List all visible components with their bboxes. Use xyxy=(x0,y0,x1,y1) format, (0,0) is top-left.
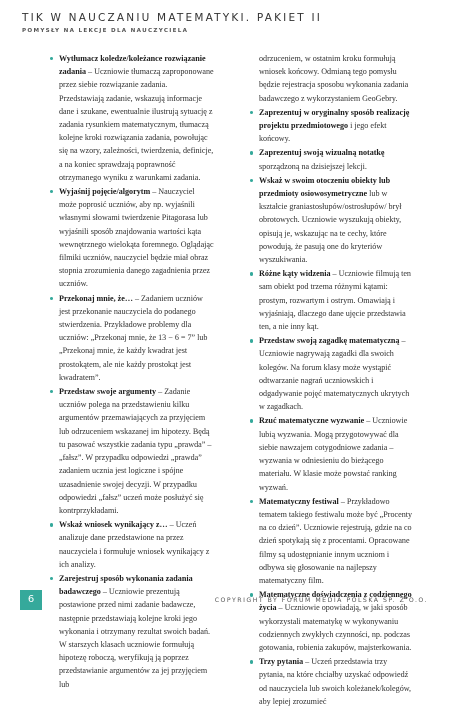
header-subtitle: POMYSŁY NA LEKCJE DLA NAUCZYCIELA xyxy=(22,28,189,34)
list-item xyxy=(50,292,214,384)
item-text: – Uczniowie opowiadają, w jaki sposób wykorzystali matematykę w wykonywaniu codziennych zwykłych czynności, np. podczas gotowania, robienia zakupów, majsterkowania. xyxy=(259,603,412,652)
item-text: – Uczeń analizuje dane przedstawione na przez nauczyciela i formułuje wniosek wynikający z ich analizy. xyxy=(59,520,210,569)
list-item xyxy=(50,518,214,571)
item-text: – Uczniowie lubią wyzwania. Mogą przygotowywać dla siebie nawzajem cotygodniowe zadania – wyzwania w odniesieniu do bieżącego materiału. W klasie może powstać ranking wyzwań. xyxy=(259,416,408,492)
bullet-icon xyxy=(250,179,253,182)
bullet-icon xyxy=(250,339,253,342)
left-list xyxy=(50,52,214,691)
item-heading: Trzy pytania xyxy=(259,657,304,667)
item-heading: Wskaż w swoim otoczeniu obiekty lub przedmioty osiowosymetryczne xyxy=(259,175,391,199)
page-header xyxy=(22,12,432,34)
item-text: – Zadaniem uczniów jest przekonanie nauczyciela do podanego stwierdzenia. Przykładowe problemy dla uczniów: „Przekonaj mnie, że 13 − 6 = 7” lub „Przekonaj mnie, że każdy kwadrat jest prostokątem, ale nie każdy prostokąt jest kwadratem”. xyxy=(59,293,208,382)
bullet-icon xyxy=(250,111,253,114)
item-text: – Uczniowie filmują ten sam obiekt pod trzema różnymi kątami: prostym, rozwartym i ostrym. Omawiają i wyjaśniają, dlaczego dane ujęcie przedstawia ten, a nie inny kąt. xyxy=(259,269,411,332)
item-text: sporządzoną na dzisiejszej lekcji. xyxy=(259,161,367,171)
item-text: – Uczniowie prezentują postawione przed nimi zadanie badawcze, następnie przedstawiają kolejne kroki jego wykonania i otrzymany rezultat swoich badań. W starszych klasach uczniowie formułują hipotezę roboczą, weryfikują ją poprzez przedstawianie argumentów za jej przyjęciem lub xyxy=(59,587,211,689)
bullet-icon xyxy=(50,523,53,526)
list-item xyxy=(250,52,414,105)
list-item xyxy=(250,174,414,266)
item-heading: Zarejestruj sposób wykonania zadania badawczego xyxy=(59,573,193,597)
item-heading: Zaprezentuj w oryginalny sposób realizację projektu przedmiotowego xyxy=(259,107,410,131)
item-heading: Rzuć matematyczne wyzwanie xyxy=(259,416,365,426)
list-item xyxy=(50,572,214,691)
list-item xyxy=(250,414,414,493)
bullet-icon xyxy=(250,151,253,154)
right-column xyxy=(250,52,414,709)
right-list xyxy=(250,52,414,708)
item-text: odrzuceniem, w ostatnim kroku formułują wniosek końcowy. Odmianą tego pomysłu będzie rejestracja sposobu wykonania zadania badawczego z wykorzystaniem GeoGebry. xyxy=(259,54,409,103)
bullet-icon xyxy=(250,593,253,596)
item-text: – Uczniowie nagrywają zagadki dla swoich kolegów. Na forum klasy może wystąpić odtwarzanie nagrań uczniowskich i odgadywanie pojęć matematycznych ukrytych w zagadkach. xyxy=(259,336,410,412)
item-heading: Wskaż wniosek wynikający z… xyxy=(59,520,168,530)
bullet-icon xyxy=(50,57,53,60)
item-text: lub w kształcie graniastosłupów/ostrosłupów/ brył obrotowych. Uczniowie wyszukują obiekty, opisują je, wskazując na te cechy, które powodują, że pasują one do kryteriów wyszukiwania. xyxy=(259,189,402,265)
bullet-icon xyxy=(250,419,253,422)
list-item xyxy=(250,655,414,708)
item-text: – Nauczyciel może poprosić uczniów, aby np. wyjaśnili własnymi słowami twierdzenie Pitagorasa lub wyjaśnili sposób znajdowania wartości kąta wewnętrznego wielokąta foremnego. Oglądając filmiki uczniów, nauczyciel będzie miał obraz stopnia zrozumienia danego zagadnienia przez uczniów. xyxy=(59,187,214,289)
list-item xyxy=(50,185,214,291)
item-text: i jego efekt końcowy. xyxy=(259,121,387,144)
bullet-icon xyxy=(250,660,253,663)
bullet-icon xyxy=(250,272,253,275)
bullet-icon xyxy=(50,297,53,300)
list-item xyxy=(250,146,414,172)
bullet-icon xyxy=(50,390,53,393)
list-item xyxy=(50,52,214,184)
item-text: – Uczniowie tłumaczą zaproponowane przez siebie rozwiązanie zadania. Przedstawiają zadanie, wskazują informacje dane i szukane, ewentualnie ilustrują sytuację z zadania rysunkiem matematycznym, tłumaczą kolejne kroki rozwiązania zadania, powołując się na wzory, zależności, twierdzenia, definicje, a na koniec sprawdzają poprawność otrzymanego wyniku z warunkami zadania. xyxy=(59,67,214,182)
item-heading: Wyjaśnij pojęcie/algorytm xyxy=(59,187,151,197)
page-number: 6 xyxy=(20,590,42,610)
list-item xyxy=(250,334,414,413)
left-column xyxy=(50,52,214,692)
copyright-notice: COPYRIGHT BY FORUM MEDIA POLSKA SP. Z O.O. xyxy=(214,597,428,604)
bullet-icon xyxy=(250,500,253,503)
list-item xyxy=(250,495,414,587)
item-heading: Różne kąty widzenia xyxy=(259,269,331,279)
item-heading: Matematyczne doświadczenia z codziennego życia xyxy=(259,590,412,613)
header-title: TIK W NAUCZANIU MATEMATYKI. PAKIET II xyxy=(22,12,323,24)
item-text: – Uczeń przedstawia trzy pytania, na które chciałby uzyskać odpowiedź od nauczyciela lub swoich koleżanek/kolegów, aby lepiej zrozumieć xyxy=(259,657,412,706)
item-heading: Przekonaj mnie, że… xyxy=(59,293,133,303)
item-text: – Zadanie uczniów polega na przedstawieniu kilku argumentów przemawiających za przyjęciem lub odrzuceniem wskazanej im hipotezy. Będą tu pasować wszystkie zadania typu „prawda” – „fałsz”. W przypadku odpowiedzi „prawda” zadaniem ucznia jest logiczne i spójne uzasadnienie swojej decyzji. W przypadku odpowiedzi „fałsz” uczeń może posłużyć się kontrprzykładami. xyxy=(59,387,212,515)
item-heading: Przedstaw swoje argumenty xyxy=(59,387,157,397)
item-text: – Przykładowo tematem takiego festiwalu może być „Procenty na co dzień”. Uczniowie rejestrują, gdzie na co dzień spotykają się z procentami. Opracowane filmy są udostępnianie innym uczniom i odbywa się głosowanie na najlepszy matematyczny film. xyxy=(259,496,413,585)
bullet-icon xyxy=(50,577,53,580)
item-heading: Matematyczny festiwal xyxy=(259,496,339,506)
list-item xyxy=(50,385,214,517)
list-item xyxy=(250,106,414,146)
item-heading: Zaprezentuj swoją wizualną notatkę xyxy=(259,148,385,158)
list-item xyxy=(250,267,414,333)
item-heading: Przedstaw swoją zagadkę matematyczną xyxy=(259,336,400,346)
item-heading: Wytłumacz koledze/koleżance rozwiązanie zadania xyxy=(59,54,206,77)
bullet-icon xyxy=(50,190,53,193)
